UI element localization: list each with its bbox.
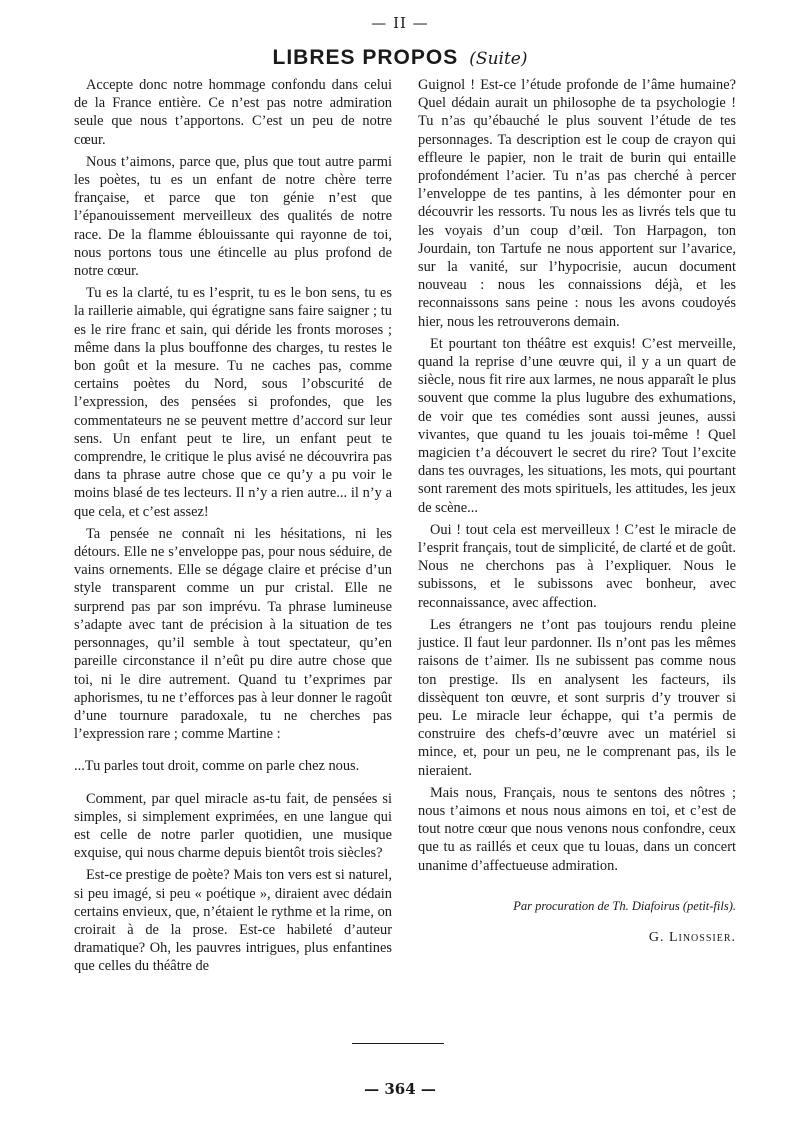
paragraph: Les étrangers ne t’ont pas toujours rendu pleine justice. Il faut leur pardonner. Ils n’ont pas les mêmes raisons de t’aimer. Ils ne subissent pas comme nous ton prestige. Ils en analysent les facteurs, ils dissèquent ton œuvre, et sont surpris d’y trouver si peu. Le miracle leur échappe, qui t’a permis de construire des chefs-d’œuvre avec un matériel si mince, et, pour un peu, ne le comprenant pas, ils le nieraient. — [418, 616, 736, 779]
page-top-marker: — II — — [371, 14, 429, 32]
page-number: — 364 — — [364, 1080, 436, 1098]
paragraph: Ta pensée ne connaît ni les hésitations, ni les détours. Elle ne s’enveloppe pas, pour nous séduire, de vains ornements. Elle se dégage claire et précise d’un style transparent comme un pur cristal. Elle ne surprend pas par son imprévu. Ta phrase lumineuse s’adapte avec tant de précision à la situation de tes personnages, qu’il semble à tout spectateur, qu’en pareille circonstance il n’eût pu dire autre chose que toi, ni le dire autrement. Quand tu t’exprimes par aphorismes, tu ne t’efforces pas à leur donner le ragoût d’une tournure paradoxale, tu ne cherches pas l’expression rare ; comme Martine : — [74, 525, 392, 743]
quotation: ...Tu parles tout droit, comme on parle chez nous. — [74, 758, 360, 775]
paragraph: Oui ! tout cela est merveilleux ! C’est le miracle de l’esprit français, tout de simplicité, de clarté et de goût. Nous ne cherchons pas à l’expliquer. Nous le subissons, et le subissons avec bonheur, avec reconnaissance, avec affection. — [418, 521, 736, 611]
article-title: LIBRES PROPOS — [272, 46, 459, 69]
left-column — [74, 76, 392, 980]
paragraph: Est-ce prestige de poète? Mais ton vers est si naturel, si peu imagé, si peu « poétique », diraient avec dédain certains envieux, que, n’étaient le rythme et la rime, on croirait à de la prose. Est-ce habileté d’auteur dramatique? Oh, les pauvres intrigues, plus enfantines que celles du théâtre de — [74, 867, 392, 975]
paragraph: Mais nous, Français, nous te sentons des nôtres ; nous t’aimons et nous nous aimons en toi, et c’est de tout notre cœur que nous venons nous confondre, ceux que tu as raillés et ceux que tu louas, dans un concert unanime d’affectueuse admiration. — [418, 784, 736, 874]
paragraph: Guignol ! Est-ce l’étude profonde de l’âme humaine? Quel dédain aurait un philosophe de ta psychologie ! Tu n’as qu’ébauché le plus souvent l’étude de tes personnages. Ta description est le coup de crayon qui effleure le papier, non le trait de burin qui entaille profondément l’acier. Tu n’as pas cherché à percer l’enveloppe de tes pantins, à les démonter pour en découvrir les ressorts. Tu nous les as livrés tels que tu les voyais d’un coup d’œil. Ton Harpagon, ton Jourdain, ton Tartufe ne nous apportent sur l’avarice, sur la vanité, sur l’hypocrisie, aucun document nouveau : nous les connaissions déjà, et les reconnaissons sans peine : nous les avons coudoyés hier, nous les retrouverons demain. — [418, 77, 736, 330]
paragraph: Et pourtant ton théâtre est exquis! C’est merveille, quand la reprise d’une œuvre qui, il y a un quart de siècle, nous fit rire aux larmes, ne nous apparaît le plus souvent que comme la plus lugubre des exhumations, de voir que tes comédies sont aussi jeunes, aussi vivantes, que quand tu les jouais toi-même ! Quel magicien t’a découvert le secret du rire? Tout l’excite dans tes ouvrages, les situations, les mots, qui pourtant sont rarement des mots spirituels, les attitudes, les jeux de scène... — [418, 335, 736, 516]
paragraph: Nous t’aimons, parce que, plus que tout autre parmi les poètes, tu es un enfant de notre chère terre française, et parce que ton génie n’est que l’épanouissement merveilleux des qualités de notre race. De la flamme éblouissante qui rayonne de toi, nous portons tous une étincelle au plus profond de notre cœur. — [74, 153, 392, 280]
paragraph: Comment, par quel miracle as-tu fait, de pensées si simples, si simplement exprimées, en une langue qui est celle de notre parler quotidien, une musique exquise, qui nous charme depuis bientôt trois siècles? — [74, 790, 392, 862]
divider-rule — [352, 1043, 444, 1044]
signature-name: G. Linossier. — [648, 929, 736, 945]
paragraph: Tu es la clarté, tu es l’esprit, tu es le bon sens, tu es la raillerie aimable, qui égratigne sans faire saigner ; tu es le rire franc et sain, qui déride les fronts moroses ; même dans la plus bouffonne des charges, tu restes le bon goût et la mesure. Tu ne caches pas, comme certains poètes du Nord, sous l’obscurité de l’expression, des pensées si profondes, que les commentateurs ne se peuvent mettre d’accord sur leur sens. Un enfant peut te lire, un enfant peut te comprendre, le critique le plus avisé ne découvrira pas dans ta phrase autre chose que ce qu’y a pu voir le moins blasé de tes lecteurs. Il n’y a rien autre... il n’y a que cela, et c’est assez! — [74, 285, 392, 520]
right-column — [418, 76, 736, 947]
paragraph: Accepte donc notre hommage confondu dans celui de la France entière. Ce n’est pas notre admiration seule que nous t’apportons. C’est un peu de notre cœur. — [74, 77, 392, 148]
signature-byline: Par procuration de Th. Diafoirus (petit-fils). — [513, 898, 736, 913]
article-header — [0, 46, 800, 70]
article-subtitle: (Suite) — [469, 49, 528, 69]
